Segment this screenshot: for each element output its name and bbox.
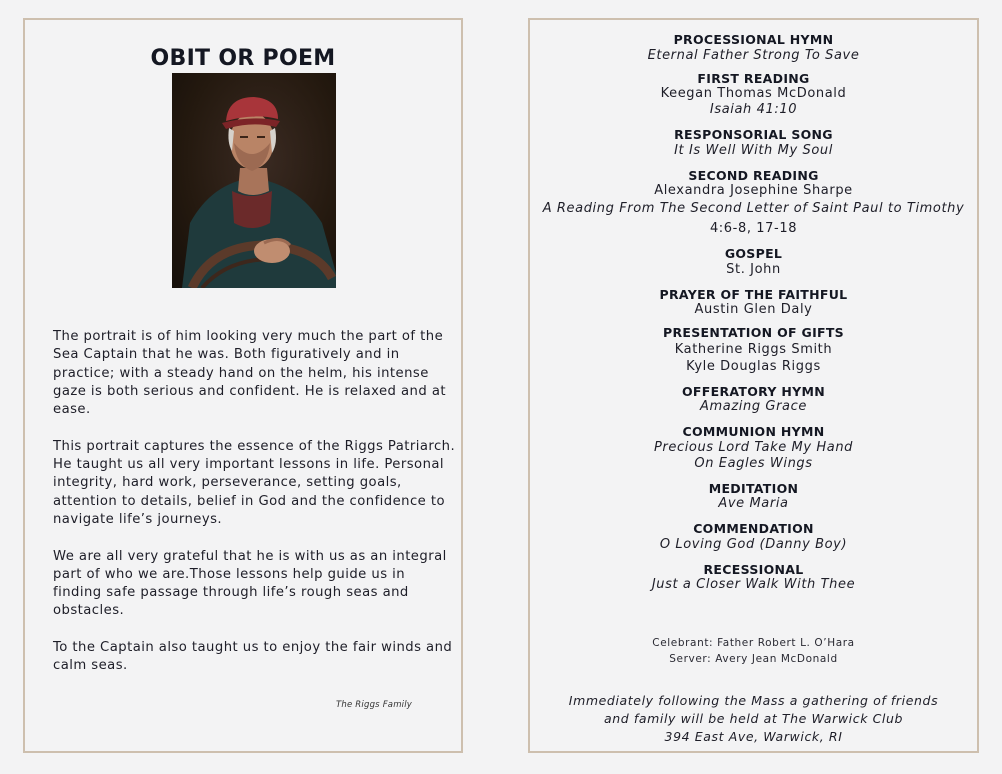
section-heading: RECESSIONAL — [703, 561, 804, 577]
program-section — [530, 325, 977, 375]
section-heading: PRAYER OF THE FAITHFUL — [659, 286, 848, 302]
left-page — [23, 18, 463, 753]
section-line: St. John — [726, 261, 781, 277]
obituary-text — [53, 328, 457, 694]
program-section — [530, 521, 977, 553]
section-line: It Is Well With My Soul — [674, 142, 833, 158]
section-line: A Reading From The Second Letter of Saint Paul to Timothy — [542, 201, 965, 216]
paragraph: This portrait captures the essence of the Riggs Patriarch. He taught us all very important lessons in life. Personal integrity, hard work, perseverance, setting goals, attention to details, belief in God and the confidence to navigate life’s journeys. — [53, 438, 456, 527]
section-line: Alexandra Josephine Sharpe — [654, 183, 853, 198]
program-section — [530, 127, 977, 159]
section-heading: SECOND READING — [688, 167, 819, 183]
section-heading: MEDITATION — [708, 480, 799, 496]
program-section — [530, 424, 977, 472]
paragraph: We are all very grateful that he is with us as an integral part of who we are.Those lessons help guide us in finding safe passage through life’s rough seas and obstacles. — [53, 548, 447, 619]
program-section — [530, 71, 977, 119]
program-section — [530, 246, 977, 278]
program-section — [530, 287, 977, 319]
section-heading: FIRST READING — [697, 70, 810, 86]
paragraph: The portrait is of him looking very much the part of the Sea Captain that he was. Both figuratively and in practice; with a steady hand on the helm, his intense gaze is both serious and confident. He is relaxed and at ease. — [53, 329, 446, 418]
right-page — [528, 18, 979, 753]
paragraph: To the Captain also taught us to enjoy the fair winds and calm seas. — [53, 640, 453, 674]
section-line: Ave Maria — [718, 496, 789, 511]
section-line: On Eagles Wings — [694, 455, 813, 471]
section-heading: PROCESSIONAL HYMN — [673, 32, 834, 47]
section-heading: RESPONSORIAL SONG — [674, 127, 833, 142]
program-section — [530, 481, 977, 513]
section-line: Eternal Father Strong To Save — [647, 47, 860, 63]
signature: The Riggs Family — [336, 700, 413, 710]
officiant-credits — [530, 636, 977, 667]
portrait-image — [172, 73, 336, 288]
section-line: 4:6-8, 17-18 — [709, 221, 798, 236]
section-line: Kyle Douglas Riggs — [686, 358, 821, 374]
section-line: Austin Glen Daly — [694, 302, 813, 317]
closing-line: 394 East Ave, Warwick, RI — [664, 729, 843, 744]
section-line: Precious Lord Take My Hand — [653, 439, 854, 455]
closing-line: and family will be held at The Warwick Club — [603, 711, 904, 726]
section-line: Just a Closer Walk With Thee — [651, 577, 856, 592]
section-line: Keegan Thomas McDonald — [660, 86, 847, 101]
page-title: OBIT OR POEM — [150, 46, 336, 71]
program-section — [530, 168, 977, 240]
section-heading: PRESENTATION OF GIFTS — [662, 325, 844, 340]
celebrant-line: Celebrant: Father Robert L. O’Hara — [652, 637, 855, 649]
program-section — [530, 32, 977, 64]
program-section — [530, 562, 977, 594]
server-line: Server: Avery Jean McDonald — [669, 652, 838, 665]
reception-notice — [530, 692, 977, 746]
section-heading: COMMENDATION — [693, 521, 814, 536]
section-line: Isaiah 41:10 — [709, 102, 798, 117]
mass-program — [530, 32, 977, 593]
section-heading: GOSPEL — [724, 246, 783, 261]
section-line: Amazing Grace — [700, 399, 807, 414]
closing-line: Immediately following the Mass a gathering of friends — [568, 693, 939, 708]
section-heading: OFFERATORY HYMN — [682, 383, 825, 399]
section-line: Katherine Riggs Smith — [674, 341, 833, 357]
section-line: O Loving God (Danny Boy) — [659, 536, 848, 552]
program-section — [530, 384, 977, 416]
section-heading: COMMUNION HYMN — [682, 424, 825, 439]
